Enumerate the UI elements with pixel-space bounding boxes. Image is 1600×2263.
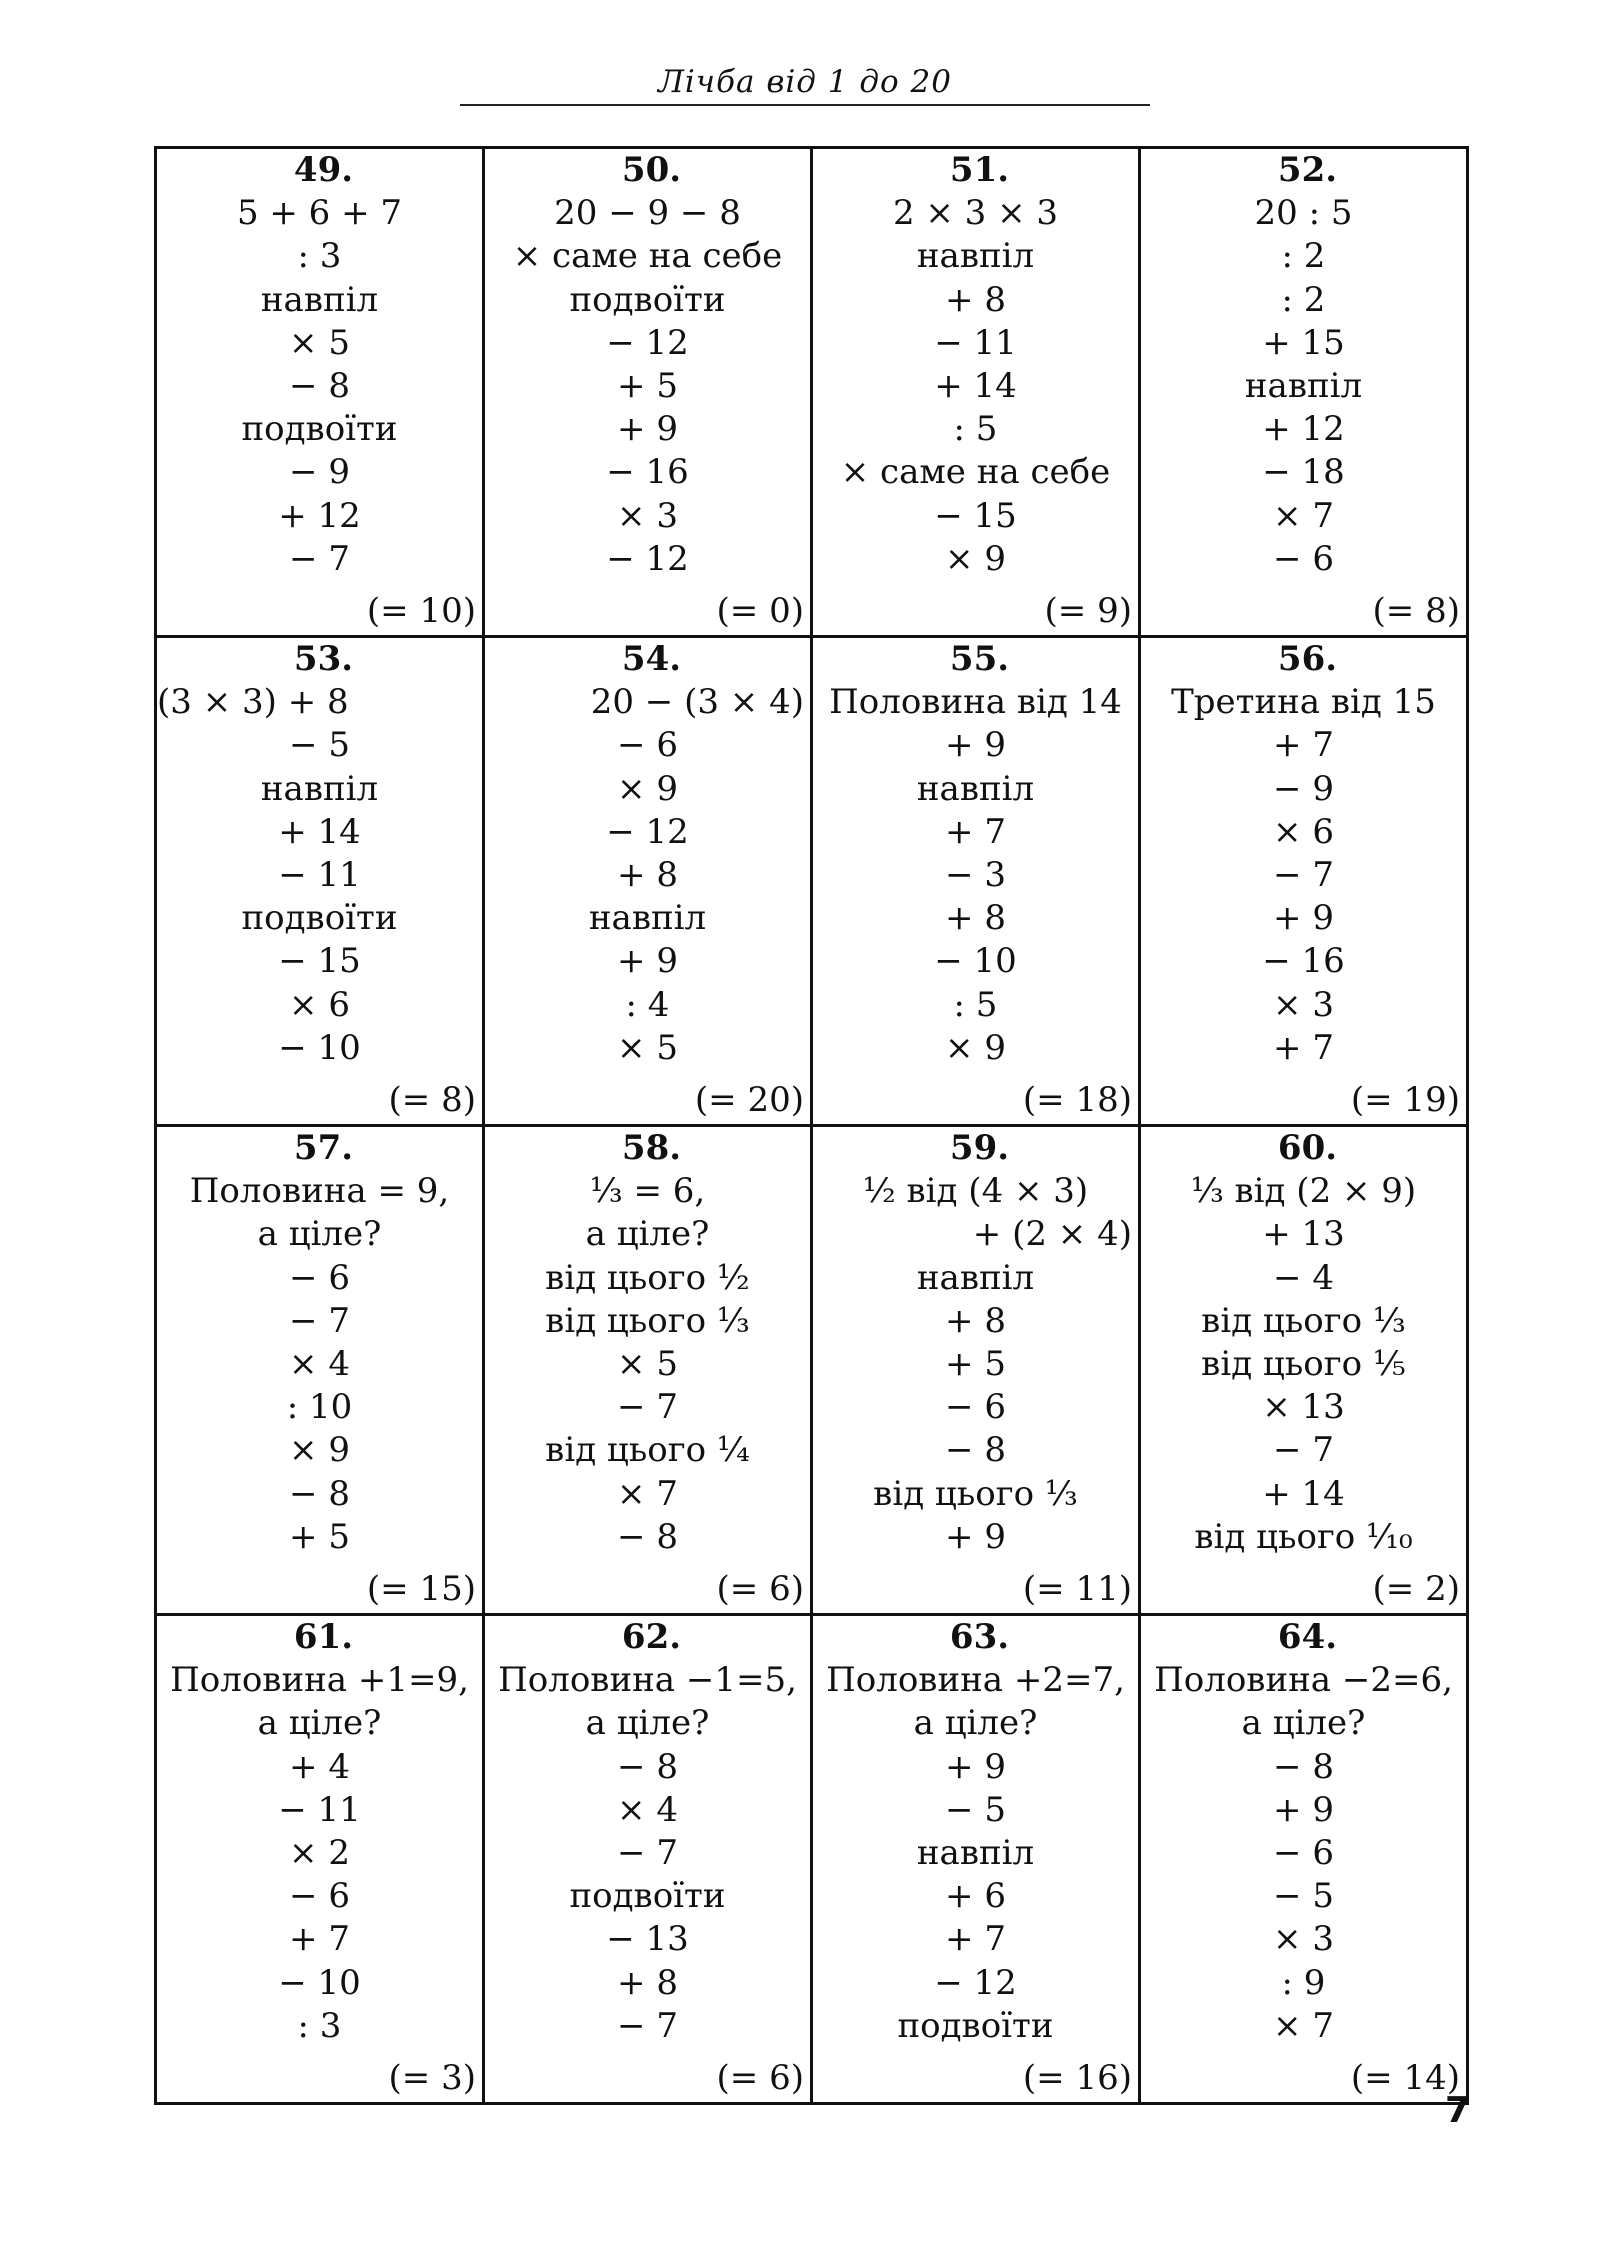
exercise-step: − 6 xyxy=(289,1257,350,1298)
exercise-number: 53. xyxy=(293,639,354,679)
running-head-title: Лічба від 1 до 20 xyxy=(460,64,1150,106)
exercise-step: подвоїти xyxy=(569,1876,726,1917)
exercise-step: + 5 xyxy=(617,366,678,407)
exercise-step: + 15 xyxy=(1262,322,1345,363)
exercise-step: × 3 xyxy=(1273,984,1334,1025)
exercise-cell xyxy=(156,1126,484,1615)
exercise-step: × 6 xyxy=(289,984,350,1025)
exercise-step: − 5 xyxy=(289,725,350,766)
exercise-cell xyxy=(156,148,484,637)
exercise-cell xyxy=(484,1615,812,2104)
exercise-step: навпіл xyxy=(916,1833,1035,1874)
exercise-step: − 7 xyxy=(617,1833,678,1874)
exercise-step: − 7 xyxy=(617,1387,678,1428)
exercise-step: − 11 xyxy=(278,855,361,896)
exercise-step: × 2 xyxy=(289,1833,350,1874)
exercise-step: ¹⁄₃ = 6, xyxy=(589,1171,706,1212)
exercise-step: навпіл xyxy=(260,279,379,320)
exercise-step: − 9 xyxy=(1273,768,1334,809)
exercise-step: − 16 xyxy=(606,452,689,493)
exercise-answer: (= 6) xyxy=(716,2057,804,2098)
exercise-step: Половина = 9, xyxy=(189,1171,450,1212)
exercise-step: : 4 xyxy=(625,984,670,1025)
exercise-step: навпіл xyxy=(1244,366,1363,407)
exercise-step: а ціле? xyxy=(585,1214,710,1255)
exercise-step: + 14 xyxy=(278,811,361,852)
exercise-row xyxy=(156,1615,1468,2104)
exercise-cell xyxy=(484,148,812,637)
exercise-grid xyxy=(154,146,1469,2105)
exercise-row xyxy=(156,148,1468,637)
exercise-step: − 12 xyxy=(606,322,689,363)
exercise-step: − 8 xyxy=(617,1746,678,1787)
exercise-step: × 9 xyxy=(289,1430,350,1471)
exercise-number: 57. xyxy=(293,1128,354,1168)
exercise-step: − 5 xyxy=(1273,1876,1334,1917)
exercise-step: + 8 xyxy=(617,855,678,896)
exercise-step: а ціле? xyxy=(913,1703,1038,1744)
exercise-step: а ціле? xyxy=(585,1703,710,1744)
exercise-number: 54. xyxy=(621,639,682,679)
exercise-step: + 8 xyxy=(945,279,1006,320)
exercise-step: Половина −1=5, xyxy=(498,1660,797,1701)
exercise-step: від цього ¹⁄₂ xyxy=(545,1257,750,1298)
exercise-step: − 6 xyxy=(1273,538,1334,579)
exercise-step: − 11 xyxy=(278,1789,361,1830)
exercise-step: + 12 xyxy=(278,495,361,536)
exercise-step: − 10 xyxy=(278,1027,361,1068)
exercise-step: × 13 xyxy=(1262,1387,1345,1428)
exercise-step: Половина −2=6, xyxy=(1154,1660,1453,1701)
exercise-step: : 5 xyxy=(953,984,998,1025)
exercise-step: − 7 xyxy=(289,1300,350,1341)
exercise-step: − 15 xyxy=(934,495,1017,536)
exercise-cell xyxy=(812,1615,1140,2104)
exercise-cell xyxy=(156,1615,484,2104)
exercise-step: від цього ¹⁄₃ xyxy=(1201,1300,1406,1341)
exercise-step: − 15 xyxy=(278,941,361,982)
exercise-step: (3 × 3) + 8 xyxy=(157,682,349,723)
exercise-step: а ціле? xyxy=(257,1703,382,1744)
exercise-number: 64. xyxy=(1277,1617,1338,1657)
exercise-step: × 7 xyxy=(1273,2005,1334,2046)
exercise-step: − 7 xyxy=(1273,855,1334,896)
exercise-step: × 5 xyxy=(617,1027,678,1068)
exercise-step: Половина +1=9, xyxy=(170,1660,469,1701)
exercise-step: навпіл xyxy=(916,768,1035,809)
exercise-step: × 7 xyxy=(1273,495,1334,536)
exercise-answer: (= 8) xyxy=(388,1079,476,1120)
exercise-number: 52. xyxy=(1277,150,1338,190)
exercise-cell xyxy=(1140,1126,1468,1615)
exercise-step: Половина від 14 xyxy=(829,682,1122,723)
exercise-number: 49. xyxy=(293,150,354,190)
exercise-step: від цього ¹⁄₄ xyxy=(545,1430,750,1471)
exercise-step: + 5 xyxy=(945,1344,1006,1385)
exercise-cell xyxy=(1140,1615,1468,2104)
exercise-answer: (= 8) xyxy=(1372,590,1460,631)
exercise-step: від цього ¹⁄₁₀ xyxy=(1194,1516,1413,1557)
exercise-step: + 4 xyxy=(289,1746,350,1787)
exercise-step: − 5 xyxy=(945,1789,1006,1830)
exercise-step: − 8 xyxy=(1273,1746,1334,1787)
exercise-step: + 8 xyxy=(945,898,1006,939)
page-number: 7 xyxy=(1444,2090,1470,2131)
exercise-step: : 5 xyxy=(953,409,998,450)
exercise-step: × 3 xyxy=(1273,1919,1334,1960)
exercise-answer: (= 18) xyxy=(1022,1079,1132,1120)
exercise-cell xyxy=(812,1126,1140,1615)
exercise-step: + 12 xyxy=(1262,409,1345,450)
exercise-step: 5 + 6 + 7 xyxy=(236,193,403,234)
exercise-step: навпіл xyxy=(260,768,379,809)
exercise-step: ¹⁄₂ від (4 × 3) xyxy=(862,1171,1089,1212)
exercise-answer: (= 11) xyxy=(1022,1568,1132,1609)
exercise-step: − 12 xyxy=(606,811,689,852)
exercise-step: × саме на себе xyxy=(840,452,1111,493)
exercise-step: + 6 xyxy=(945,1876,1006,1917)
exercise-step: × 3 xyxy=(617,495,678,536)
exercise-number: 50. xyxy=(621,150,682,190)
exercise-step: + 13 xyxy=(1262,1214,1345,1255)
exercise-step: − 10 xyxy=(934,941,1017,982)
exercise-answer: (= 3) xyxy=(388,2057,476,2098)
exercise-step: + 7 xyxy=(1273,725,1334,766)
exercise-step: − 4 xyxy=(1273,1257,1334,1298)
exercise-number: 59. xyxy=(949,1128,1010,1168)
exercise-step: − 16 xyxy=(1262,941,1345,982)
exercise-step: − 7 xyxy=(289,538,350,579)
exercise-answer: (= 0) xyxy=(716,590,804,631)
exercise-step: × 5 xyxy=(617,1344,678,1385)
exercise-step: ¹⁄₃ від (2 × 9) xyxy=(1190,1171,1417,1212)
exercise-step: навпіл xyxy=(916,1257,1035,1298)
exercise-step: × 6 xyxy=(1273,811,1334,852)
exercise-step: − 6 xyxy=(289,1876,350,1917)
exercise-number: 63. xyxy=(949,1617,1010,1657)
exercise-step: × саме на себе xyxy=(512,236,783,277)
exercise-answer: (= 9) xyxy=(1044,590,1132,631)
exercise-cell xyxy=(1140,148,1468,637)
exercise-answer: (= 6) xyxy=(716,1568,804,1609)
exercise-step: + 7 xyxy=(945,1919,1006,1960)
exercise-step: − 10 xyxy=(278,1962,361,2003)
exercise-step: − 12 xyxy=(934,1962,1017,2003)
exercise-cell xyxy=(156,637,484,1126)
exercise-answer: (= 14) xyxy=(1350,2057,1460,2098)
exercise-step: : 3 xyxy=(297,236,342,277)
exercise-answer: (= 2) xyxy=(1372,1568,1460,1609)
exercise-answer: (= 16) xyxy=(1022,2057,1132,2098)
exercise-answer: (= 10) xyxy=(366,590,476,631)
exercise-cell xyxy=(812,637,1140,1126)
exercise-step: подвоїти xyxy=(897,2005,1054,2046)
exercise-step: − 6 xyxy=(1273,1833,1334,1874)
exercise-step: : 9 xyxy=(1281,1962,1326,2003)
exercise-step: подвоїти xyxy=(569,279,726,320)
exercise-step: × 4 xyxy=(289,1344,350,1385)
exercise-cell xyxy=(812,148,1140,637)
exercise-step: + 14 xyxy=(934,366,1017,407)
exercise-step: : 3 xyxy=(297,2005,342,2046)
exercise-step: подвоїти xyxy=(241,409,398,450)
exercise-step: + 9 xyxy=(1273,898,1334,939)
exercise-step: 2 × 3 × 3 xyxy=(892,193,1059,234)
exercise-step: − 18 xyxy=(1262,452,1345,493)
exercise-step: − 11 xyxy=(934,322,1017,363)
exercise-step: від цього ¹⁄₅ xyxy=(1201,1344,1406,1385)
exercise-number: 51. xyxy=(949,150,1010,190)
exercise-step: : 2 xyxy=(1281,236,1326,277)
exercise-step: + 9 xyxy=(945,1746,1006,1787)
exercise-step: + 8 xyxy=(945,1300,1006,1341)
exercise-step: × 5 xyxy=(289,322,350,363)
exercise-step: Третина від 15 xyxy=(1171,682,1436,723)
exercise-step: − 6 xyxy=(945,1387,1006,1428)
exercise-number: 58. xyxy=(621,1128,682,1168)
exercise-row xyxy=(156,1126,1468,1615)
exercise-step: − 7 xyxy=(617,2005,678,2046)
exercise-step: + 7 xyxy=(945,811,1006,852)
exercise-step: а ціле? xyxy=(257,1214,382,1255)
exercise-number: 61. xyxy=(293,1617,354,1657)
exercise-number: 60. xyxy=(1277,1128,1338,1168)
exercise-cell xyxy=(484,1126,812,1615)
exercise-step: : 10 xyxy=(286,1387,353,1428)
exercise-step: + 9 xyxy=(617,409,678,450)
exercise-step: + 14 xyxy=(1262,1473,1345,1514)
exercise-step: + (2 × 4) xyxy=(972,1214,1132,1255)
exercise-step: + 5 xyxy=(289,1516,350,1557)
exercise-step: + 7 xyxy=(1273,1027,1334,1068)
exercise-step: − 8 xyxy=(945,1430,1006,1471)
exercise-answer: (= 15) xyxy=(366,1568,476,1609)
exercise-step: + 9 xyxy=(945,1516,1006,1557)
exercise-answer: (= 20) xyxy=(694,1079,804,1120)
exercise-number: 62. xyxy=(621,1617,682,1657)
exercise-step: − 7 xyxy=(1273,1430,1334,1471)
exercise-step: 20 − (3 × 4) xyxy=(590,682,804,723)
exercise-row xyxy=(156,637,1468,1126)
exercise-step: від цього ¹⁄₃ xyxy=(545,1300,750,1341)
exercise-step: від цього ¹⁄₃ xyxy=(873,1473,1078,1514)
exercise-step: + 8 xyxy=(617,1962,678,2003)
exercise-step: : 2 xyxy=(1281,279,1326,320)
exercise-step: Половина +2=7, xyxy=(826,1660,1125,1701)
exercise-number: 56. xyxy=(1277,639,1338,679)
exercise-step: − 8 xyxy=(289,366,350,407)
exercise-step: 20 : 5 xyxy=(1254,193,1353,234)
exercise-step: навпіл xyxy=(916,236,1035,277)
exercise-answer: (= 19) xyxy=(1350,1079,1460,1120)
exercise-step: а ціле? xyxy=(1241,1703,1366,1744)
exercise-step: + 9 xyxy=(945,725,1006,766)
exercise-step: − 8 xyxy=(617,1516,678,1557)
exercise-step: + 9 xyxy=(1273,1789,1334,1830)
exercise-step: − 8 xyxy=(289,1473,350,1514)
exercise-step: − 13 xyxy=(606,1919,689,1960)
exercise-step: − 3 xyxy=(945,855,1006,896)
exercise-step: 20 − 9 − 8 xyxy=(554,193,741,234)
exercise-cell xyxy=(1140,637,1468,1126)
exercise-step: + 7 xyxy=(289,1919,350,1960)
exercise-step: − 9 xyxy=(289,452,350,493)
exercise-step: навпіл xyxy=(588,898,707,939)
exercise-step: × 4 xyxy=(617,1789,678,1830)
exercise-number: 55. xyxy=(949,639,1010,679)
exercise-step: × 9 xyxy=(945,538,1006,579)
exercise-step: × 7 xyxy=(617,1473,678,1514)
exercise-step: − 6 xyxy=(617,725,678,766)
exercise-step: + 9 xyxy=(617,941,678,982)
exercise-step: − 12 xyxy=(606,538,689,579)
exercise-step: × 9 xyxy=(945,1027,1006,1068)
exercise-step: × 9 xyxy=(617,768,678,809)
exercise-step: подвоїти xyxy=(241,898,398,939)
exercise-cell xyxy=(484,637,812,1126)
